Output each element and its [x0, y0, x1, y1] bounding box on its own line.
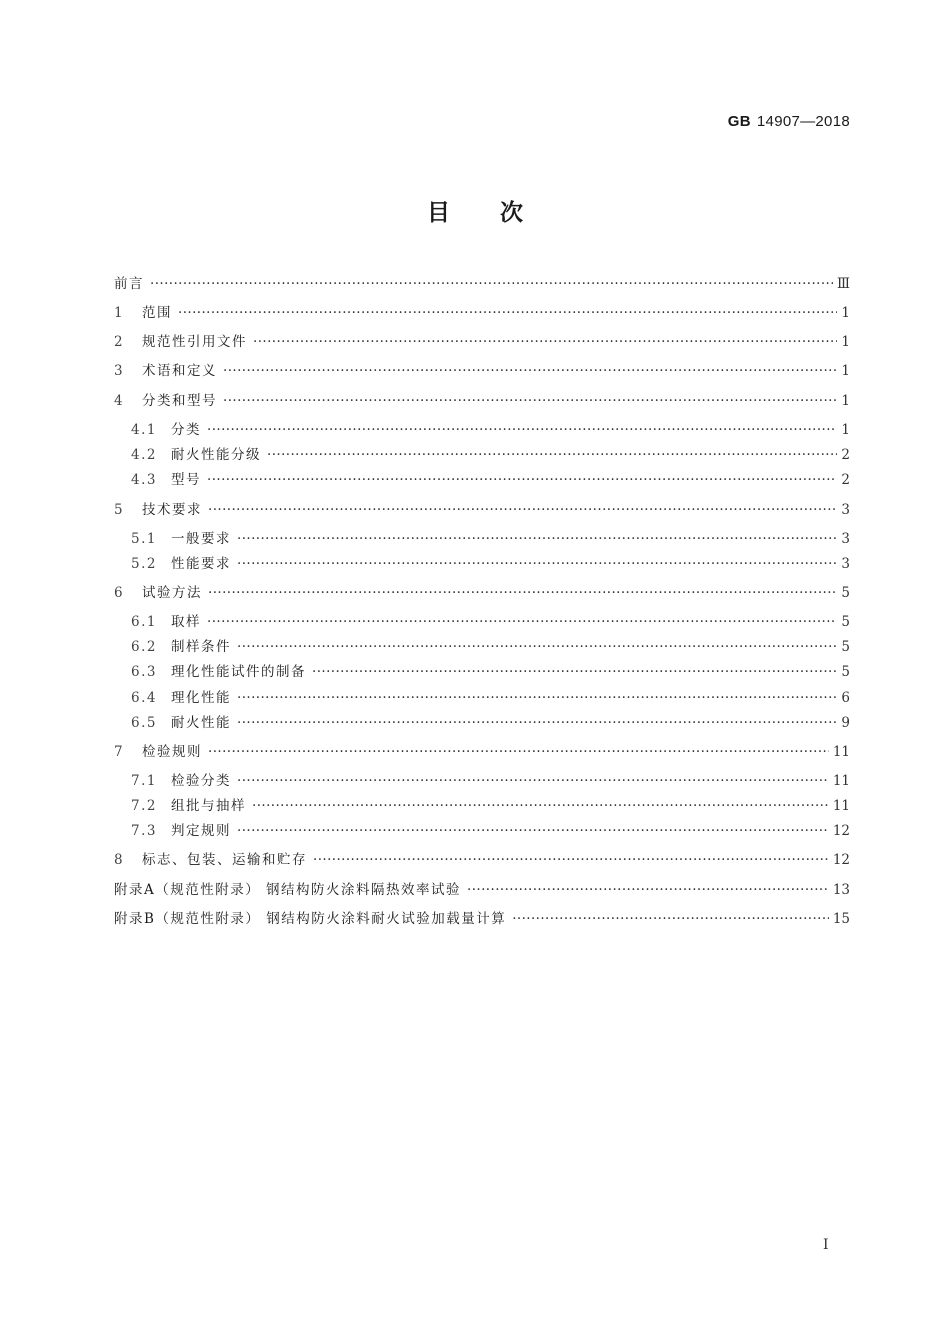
toc-entry-label: 组批与抽样	[171, 798, 246, 814]
dot-leader	[237, 531, 837, 547]
dot-leader	[223, 363, 837, 379]
standard-prefix: GB	[727, 113, 751, 130]
toc-entry-number: 6.5	[131, 715, 157, 731]
dot-leader	[178, 305, 837, 321]
dot-leader	[208, 502, 837, 518]
toc-entry-label: 耐火性能分级	[171, 447, 261, 463]
toc-entry-label: 检验分类	[171, 773, 231, 789]
dot-leader	[512, 911, 829, 927]
toc-entry[interactable]	[131, 468, 850, 490]
toc-entry-number: 3	[114, 363, 125, 379]
toc-entry-page: 12	[832, 823, 850, 839]
toc-entry-page: 3	[841, 531, 850, 547]
toc-entry-number: 6.4	[131, 690, 157, 706]
standard-code	[728, 113, 850, 130]
toc-entry[interactable]	[114, 878, 850, 900]
dot-leader	[208, 744, 829, 760]
toc-entry-page: 3	[841, 502, 850, 518]
toc-entry-page: 11	[832, 773, 850, 789]
toc-entry[interactable]	[131, 610, 850, 632]
toc-entry-number: 4.1	[131, 422, 157, 438]
toc-entry-page: 12	[832, 852, 850, 868]
toc-entry-label: 理化性能	[171, 690, 231, 706]
toc-entry-number: 7.3	[131, 823, 157, 839]
toc-entry-number: 5	[114, 502, 125, 518]
toc-entry-label: 术语和定义	[142, 363, 217, 379]
toc-entry[interactable]	[114, 907, 850, 929]
dot-leader	[237, 690, 837, 706]
toc-entry-page: 1	[841, 305, 850, 321]
toc-entry-label: 试验方法	[142, 585, 202, 601]
dot-leader	[267, 447, 837, 463]
toc-entry-label: 前言	[114, 276, 144, 292]
dot-leader	[237, 639, 837, 655]
toc-entry-number: 6.2	[131, 639, 157, 655]
toc-entry-page: 3	[841, 556, 850, 572]
dot-leader	[150, 276, 833, 292]
toc-entry-page: 1	[841, 363, 850, 379]
toc-entry-label: 附录A（规范性附录） 钢结构防火涂料隔热效率试验	[114, 882, 462, 898]
toc-entry[interactable]	[131, 552, 850, 574]
toc-entry[interactable]	[131, 443, 850, 465]
toc-entry[interactable]	[131, 418, 850, 440]
toc-entry-number: 1	[114, 305, 125, 321]
toc-entry-number: 8	[114, 852, 125, 868]
dot-leader	[467, 882, 829, 898]
toc-entry-page: Ⅲ	[836, 276, 850, 292]
toc-entry[interactable]	[114, 359, 850, 381]
toc-entry-page: 13	[832, 882, 850, 898]
toc-entry-label: 判定规则	[171, 823, 231, 839]
toc-entry-page: 15	[832, 911, 850, 927]
toc-entry-label: 附录B（规范性附录） 钢结构防火涂料耐火试验加载量计算	[114, 911, 507, 927]
dot-leader	[207, 422, 837, 438]
toc-entry-label: 标志、包装、运输和贮存	[142, 852, 307, 868]
toc-title: 目次	[427, 200, 573, 226]
toc-entry-page: 5	[841, 614, 850, 630]
toc-entry-number: 4	[114, 393, 125, 409]
toc-entry[interactable]	[131, 527, 850, 549]
toc-entry-label: 性能要求	[171, 556, 231, 572]
toc-entry-label: 取样	[171, 614, 201, 630]
dot-leader	[312, 664, 837, 680]
toc-entry[interactable]	[131, 769, 850, 791]
toc-entry-page: 6	[841, 690, 850, 706]
toc-entry-label: 制样条件	[171, 639, 231, 655]
toc-entry-number: 5.2	[131, 556, 157, 572]
dot-leader	[223, 393, 837, 409]
toc-entry-label: 技术要求	[142, 502, 202, 518]
toc-entry-number: 4.2	[131, 447, 157, 463]
toc-entry[interactable]	[131, 711, 850, 733]
toc-entry-number: 4.3	[131, 472, 157, 488]
toc-entry-page: 1	[841, 422, 850, 438]
page-number: Ⅰ	[823, 1237, 829, 1253]
toc-entry-label: 分类和型号	[142, 393, 217, 409]
toc-entry-label: 检验规则	[142, 744, 202, 760]
toc-entry-number: 7.2	[131, 798, 157, 814]
dot-leader	[253, 334, 837, 350]
dot-leader	[208, 585, 837, 601]
toc-entry-number: 2	[114, 334, 125, 350]
toc-entry[interactable]	[114, 581, 850, 603]
toc-entry-label: 一般要求	[171, 531, 231, 547]
toc-entry-label: 范围	[142, 305, 172, 321]
toc-entry-label: 型号	[171, 472, 201, 488]
toc-entry-page: 2	[841, 447, 850, 463]
dot-leader	[237, 715, 837, 731]
toc-entry[interactable]	[131, 819, 850, 841]
toc-entry-number: 7.1	[131, 773, 157, 789]
toc-entry[interactable]	[114, 848, 850, 870]
toc-entry[interactable]	[114, 498, 850, 520]
toc-entry-label: 耐火性能	[171, 715, 231, 731]
toc-entry[interactable]	[131, 794, 850, 816]
dot-leader	[237, 823, 829, 839]
toc-entry-label: 分类	[171, 422, 201, 438]
toc-entry[interactable]	[131, 660, 850, 682]
toc-entry-page: 1	[841, 393, 850, 409]
toc-entry-label: 规范性引用文件	[142, 334, 247, 350]
toc-entry-label: 理化性能试件的制备	[171, 664, 306, 680]
dot-leader	[207, 614, 837, 630]
toc-entry-page: 5	[841, 639, 850, 655]
toc-entry[interactable]	[114, 301, 850, 323]
toc-entry[interactable]	[114, 330, 850, 352]
toc-entry[interactable]	[114, 389, 850, 411]
toc-entry-number: 5.1	[131, 531, 157, 547]
toc-entry-number: 6.1	[131, 614, 157, 630]
toc-entry-page: 11	[832, 798, 850, 814]
toc-entry[interactable]	[114, 740, 850, 762]
dot-leader	[237, 556, 837, 572]
toc-entry[interactable]	[131, 686, 850, 708]
dot-leader	[313, 852, 829, 868]
toc-entry-page: 5	[841, 585, 850, 601]
toc-entry-page: 5	[841, 664, 850, 680]
toc-entry-page: 11	[832, 744, 850, 760]
toc-entry[interactable]	[114, 272, 850, 294]
toc-entry[interactable]	[131, 635, 850, 657]
toc-entry-number: 6.3	[131, 664, 157, 680]
dot-leader	[207, 472, 837, 488]
dot-leader	[237, 773, 829, 789]
standard-number: 14907—2018	[756, 113, 850, 130]
toc-entry-number: 6	[114, 585, 125, 601]
toc-entry-number: 7	[114, 744, 125, 760]
toc-entry-page: 9	[841, 715, 850, 731]
dot-leader	[252, 798, 829, 814]
toc-entry-page: 1	[841, 334, 850, 350]
toc-entry-page: 2	[841, 472, 850, 488]
